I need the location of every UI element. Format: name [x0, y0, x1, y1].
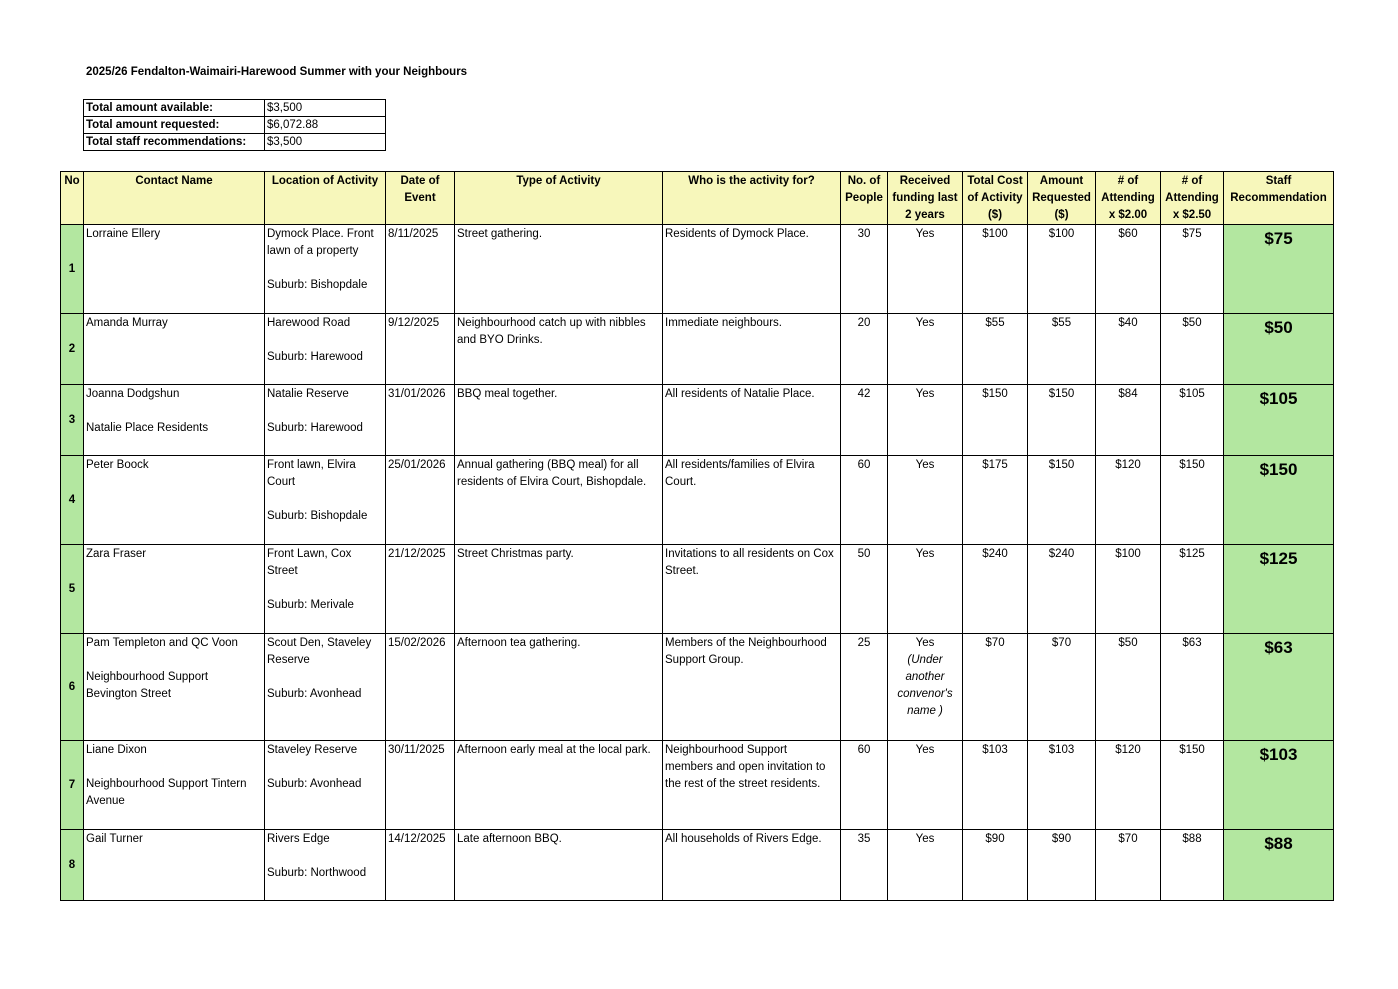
attending-2: $60	[1096, 225, 1161, 314]
location: Front Lawn, Cox Street Suburb: Merivale	[265, 545, 386, 634]
funding-cell	[888, 385, 963, 456]
amount-requested: $150	[1028, 456, 1096, 545]
header-total-cost: Total Cost of Activity ($)	[963, 172, 1028, 225]
funding-value: Yes	[915, 459, 935, 471]
summary-value: $3,500	[265, 100, 386, 117]
funding-value: Yes	[915, 637, 935, 649]
total-cost: $175	[963, 456, 1028, 545]
activity-type: Neighbourhood catch up with nibbles and BYO Drinks.	[455, 314, 663, 385]
people-count: 20	[841, 314, 888, 385]
funding-note: (Under another convenor's name )	[897, 654, 953, 717]
attending-2: $40	[1096, 314, 1161, 385]
attending-2: $84	[1096, 385, 1161, 456]
funding-summary	[83, 99, 386, 151]
funding-cell	[888, 830, 963, 901]
row-number: 7	[61, 741, 84, 830]
total-cost: $100	[963, 225, 1028, 314]
activity-audience: Immediate neighbours.	[663, 314, 841, 385]
amount-requested: $55	[1028, 314, 1096, 385]
attending-250: $63	[1161, 634, 1224, 741]
staff-recommendation: $125	[1224, 545, 1334, 634]
funding-cell	[888, 456, 963, 545]
summary-label: Total staff recommendations:	[84, 134, 265, 151]
summary-row	[84, 100, 386, 117]
funding-value: Yes	[915, 548, 935, 560]
event-date: 8/11/2025	[386, 225, 455, 314]
contact-name: Joanna Dodgshun Natalie Place Residents	[84, 385, 265, 456]
funding-value: Yes	[915, 317, 935, 329]
attending-250: $150	[1161, 456, 1224, 545]
attending-2: $120	[1096, 741, 1161, 830]
header-contact-name: Contact Name	[84, 172, 265, 225]
staff-recommendation: $103	[1224, 741, 1334, 830]
activity-audience: Neighbourhood Support members and open invitation to the rest of the street residents.	[663, 741, 841, 830]
location: Rivers Edge Suburb: Northwood	[265, 830, 386, 901]
table-row	[61, 314, 1334, 385]
table-row	[61, 385, 1334, 456]
activity-audience: All households of Rivers Edge.	[663, 830, 841, 901]
event-date: 30/11/2025	[386, 741, 455, 830]
table-row	[61, 456, 1334, 545]
contact-name: Peter Boock	[84, 456, 265, 545]
staff-recommendation: $88	[1224, 830, 1334, 901]
activity-audience: Members of the Neighbourhood Support Group.	[663, 634, 841, 741]
row-number: 2	[61, 314, 84, 385]
staff-recommendation: $63	[1224, 634, 1334, 741]
contact-name: Liane Dixon Neighbourhood Support Tintern Avenue	[84, 741, 265, 830]
funding-value: Yes	[915, 388, 935, 400]
attending-2: $100	[1096, 545, 1161, 634]
activity-audience: All residents of Natalie Place.	[663, 385, 841, 456]
applications-table	[60, 171, 1334, 901]
staff-recommendation: $75	[1224, 225, 1334, 314]
document-title: 2025/26 Fendalton-Waimairi-Harewood Summer with your Neighbours	[86, 66, 468, 78]
location: Harewood Road Suburb: Harewood	[265, 314, 386, 385]
attending-2: $120	[1096, 456, 1161, 545]
table-header-row	[61, 172, 1334, 225]
table-row	[61, 741, 1334, 830]
event-date: 15/02/2026	[386, 634, 455, 741]
total-cost: $90	[963, 830, 1028, 901]
row-number: 4	[61, 456, 84, 545]
event-date: 21/12/2025	[386, 545, 455, 634]
attending-250: $50	[1161, 314, 1224, 385]
event-date: 25/01/2026	[386, 456, 455, 545]
summary-label: Total amount available:	[84, 100, 265, 117]
attending-250: $75	[1161, 225, 1224, 314]
people-count: 50	[841, 545, 888, 634]
location: Scout Den, Staveley Reserve Suburb: Avonhead	[265, 634, 386, 741]
activity-type: BBQ meal together.	[455, 385, 663, 456]
attending-250: $150	[1161, 741, 1224, 830]
header-attending-250: # of Attending x $2.50	[1161, 172, 1224, 225]
total-cost: $55	[963, 314, 1028, 385]
contact-name: Gail Turner	[84, 830, 265, 901]
header-date: Date of Event	[386, 172, 455, 225]
amount-requested: $240	[1028, 545, 1096, 634]
funding-cell	[888, 225, 963, 314]
header-people: No. of People	[841, 172, 888, 225]
people-count: 42	[841, 385, 888, 456]
table-row	[61, 634, 1334, 741]
event-date: 9/12/2025	[386, 314, 455, 385]
event-date: 31/01/2026	[386, 385, 455, 456]
location: Dymock Place. Front lawn of a property Suburb: Bishopdale	[265, 225, 386, 314]
summary-value: $3,500	[265, 134, 386, 151]
total-cost: $150	[963, 385, 1028, 456]
amount-requested: $103	[1028, 741, 1096, 830]
row-number: 1	[61, 225, 84, 314]
summary-label: Total amount requested:	[84, 117, 265, 134]
contact-name: Amanda Murray	[84, 314, 265, 385]
people-count: 60	[841, 456, 888, 545]
total-cost: $103	[963, 741, 1028, 830]
row-number: 8	[61, 830, 84, 901]
summary-row	[84, 134, 386, 151]
header-funding: Received funding last 2 years	[888, 172, 963, 225]
funding-value: Yes	[915, 833, 935, 845]
attending-250: $105	[1161, 385, 1224, 456]
amount-requested: $70	[1028, 634, 1096, 741]
staff-recommendation: $105	[1224, 385, 1334, 456]
header-amount-requested: Amount Requested ($)	[1028, 172, 1096, 225]
people-count: 25	[841, 634, 888, 741]
activity-type: Afternoon tea gathering.	[455, 634, 663, 741]
table-row	[61, 830, 1334, 901]
activity-audience: Invitations to all residents on Cox Street.	[663, 545, 841, 634]
funding-cell	[888, 741, 963, 830]
people-count: 30	[841, 225, 888, 314]
header-attending-2: # of Attending x $2.00	[1096, 172, 1161, 225]
contact-name: Zara Fraser	[84, 545, 265, 634]
staff-recommendation: $150	[1224, 456, 1334, 545]
location: Staveley Reserve Suburb: Avonhead	[265, 741, 386, 830]
summary-value: $6,072.88	[265, 117, 386, 134]
location: Natalie Reserve Suburb: Harewood	[265, 385, 386, 456]
activity-type: Late afternoon BBQ.	[455, 830, 663, 901]
contact-name: Pam Templeton and QC Voon Neighbourhood Support Bevington Street	[84, 634, 265, 741]
table-row	[61, 225, 1334, 314]
header-location: Location of Activity	[265, 172, 386, 225]
activity-type: Annual gathering (BBQ meal) for all residents of Elvira Court, Bishopdale.	[455, 456, 663, 545]
attending-250: $88	[1161, 830, 1224, 901]
amount-requested: $100	[1028, 225, 1096, 314]
people-count: 60	[841, 741, 888, 830]
funding-cell	[888, 314, 963, 385]
amount-requested: $90	[1028, 830, 1096, 901]
row-number: 5	[61, 545, 84, 634]
attending-2: $70	[1096, 830, 1161, 901]
total-cost: $240	[963, 545, 1028, 634]
header-type: Type of Activity	[455, 172, 663, 225]
attending-250: $125	[1161, 545, 1224, 634]
total-cost: $70	[963, 634, 1028, 741]
row-number: 3	[61, 385, 84, 456]
header-who: Who is the activity for?	[663, 172, 841, 225]
activity-type: Afternoon early meal at the local park.	[455, 741, 663, 830]
activity-audience: All residents/families of Elvira Court.	[663, 456, 841, 545]
location: Front lawn, Elvira Court Suburb: Bishopdale	[265, 456, 386, 545]
amount-requested: $150	[1028, 385, 1096, 456]
funding-value: Yes	[915, 228, 935, 240]
funding-value: Yes	[915, 744, 935, 756]
header-staff-recommendation: Staff Recommendation	[1224, 172, 1334, 225]
funding-cell	[888, 634, 963, 741]
staff-recommendation: $50	[1224, 314, 1334, 385]
activity-audience: Residents of Dymock Place.	[663, 225, 841, 314]
contact-name: Lorraine Ellery	[84, 225, 265, 314]
table-row	[61, 545, 1334, 634]
row-number: 6	[61, 634, 84, 741]
summary-row	[84, 117, 386, 134]
event-date: 14/12/2025	[386, 830, 455, 901]
activity-type: Street Christmas party.	[455, 545, 663, 634]
people-count: 35	[841, 830, 888, 901]
activity-type: Street gathering.	[455, 225, 663, 314]
attending-2: $50	[1096, 634, 1161, 741]
funding-cell	[888, 545, 963, 634]
header-no: No	[61, 172, 84, 225]
